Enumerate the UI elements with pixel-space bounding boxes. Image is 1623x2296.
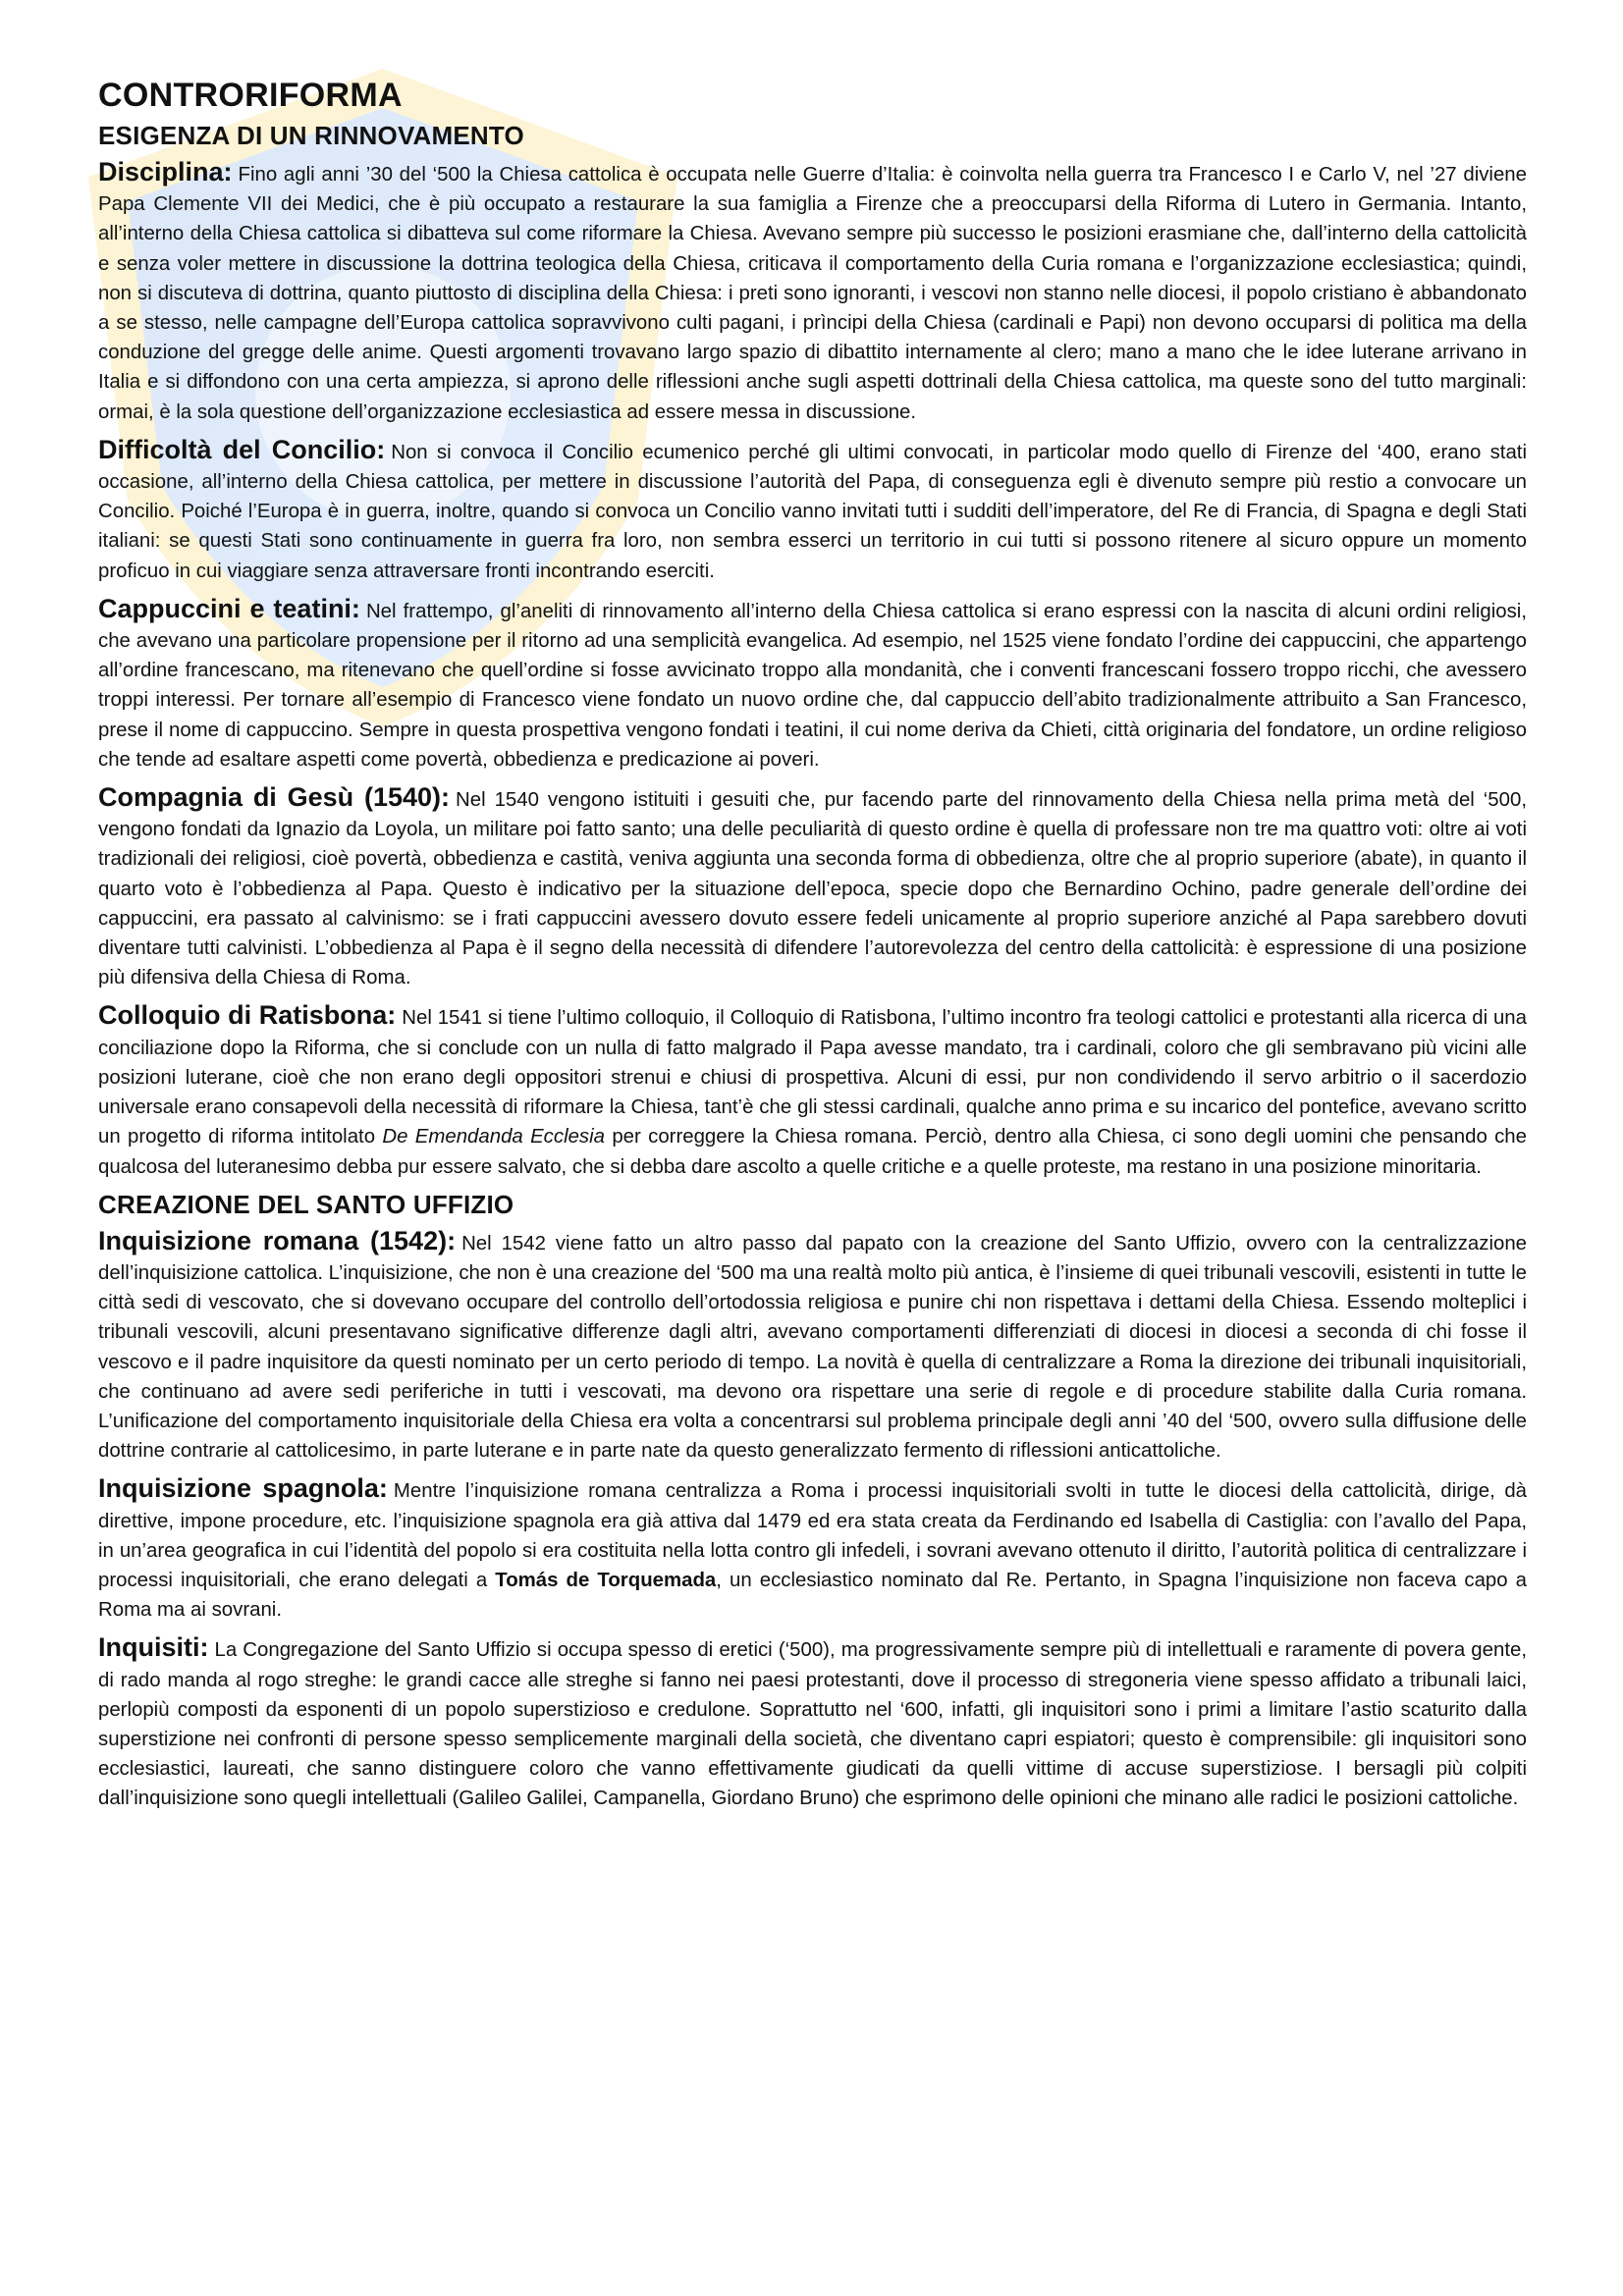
paragraph-label: Colloquio di Ratisbona: — [98, 1000, 397, 1031]
paragraph-label: Compagnia di Gesù (1540): — [98, 782, 450, 813]
person-name: Tomás de Torquemada — [495, 1569, 717, 1591]
paragraph-text: per correggere la Chiesa romana. Perciò, dentro alla Chiesa, ci sono degli uomini che pensando che qualcosa del luteranesimo debba pur essere salvato, che si debba dare ascolto a quelle critiche e a quelle proteste, ma restano in una posizione minoritaria. — [98, 1126, 1527, 1178]
paragraph-colloquio-ratisbona — [98, 1000, 1527, 1181]
paragraph-inquisizione-romana — [98, 1226, 1527, 1467]
paragraph-text: La Congregazione del Santo Uffizio si occupa spesso di eretici (‘500), ma progressivamente sempre più di intellettuali e raramente di povera gente, di rado manda al rogo streghe: le grandi cacce alle streghe si fanno nei paesi protestanti, dove il processo di stregoneria viene spesso affidato a tribunali laici, perlopiù composti da esponenti di un popolo superstizioso e credulone. Soprattutto nel ‘600, infatti, gli inquisitori sono i primi a limitare l’astio scaturito dalla superstizione nei confronti di persone spesso semplicemente marginali della società, che diventano capri espiatori; questo è comprensibile: gli inquisitori sono ecclesiastici, laureati, che sanno distinguere coloro che vanno effettivamente giudicati da quelli vittime di accuse superstiziose. I bersagli più colpiti dall’inquisizione sono quegli intellettuali (Galileo Galilei, Campanella, Giordano Bruno) che esprimono delle opinioni che minano alle radici le posizioni cattoliche. — [98, 1639, 1527, 1810]
section-heading: ESIGENZA DI UN RINNOVAMENTO — [98, 121, 524, 150]
paragraph-difficolta-concilio — [98, 435, 1527, 586]
paragraph-label: Inquisiti: — [98, 1632, 209, 1663]
section-heading: CREAZIONE DEL SANTO UFFIZIO — [98, 1189, 514, 1219]
paragraph-text: Fino agli anni ’30 del ‘500 la Chiesa cattolica è occupata nelle Guerre d’Italia: è coinvolta nella guerra tra Francesco I e Carlo V, nel ’27 diviene Papa Clemente VII dei Medici, che è più occupato a restaurare la sua famiglia a Firenze che a preoccuparsi della Riforma di Lutero in Germania. Intanto, all’interno della Chiesa cattolica si dibatteva sul come riformare la Chiesa. Avevano sempre più successo le posizioni erasmiane che, dall’interno della cattolicità e senza voler mettere in discussione la dottrina teologica della Chiesa, criticava il comportamento della Curia romana e l’organizzazione ecclesiastica; quindi, non si discuteva di dottrina, quanto piuttosto di disciplina della Chiesa: i preti sono ignoranti, i vescovi non stanno nelle diocesi, il popolo cristiano è abbandonato a se stesso, nelle campagne dell’Europa cattolica sopravvivono culti pagani, i prìncipi della Chiesa (cardinali e Papi) non devono occuparsi di politica ma della conduzione del gregge delle anime. Questi argomenti trovavano largo spazio di dibattito internamente al clero; mano a mano che le idee luterane arrivano in Italia e si diffondono con una certa ampiezza, si aprono delle riflessioni anche sugli aspetti dottrinali della Chiesa cattolica, ma queste sono del tutto marginali: ormai, è la sola questione dell’organizzazione ecclesiastica ad essere messa in discussione. — [98, 164, 1527, 423]
paragraph-text: Non si convoca il Concilio ecumenico perché gli ultimi convocati, in particolar modo quello di Firenze del ‘400, erano stati occasione, all’interno della Chiesa cattolica, per mettere in discussione l’autorità del Papa, di conseguenza egli è divenuto sempre più restio a convocare un Concilio. Poiché l’Europa è in guerra, inoltre, quando si convoca un Concilio vanno invitati tutti i sudditi dell’imperatore, del Re di Francia, di Spagna e degli Stati italiani: se questi Stati sono continuamente in guerra fra loro, non sembra esserci un territorio in cui tutti si possono ritenere al sicuro oppure un momento proficuo in cui viaggiare senza attraversare fronti incontrando eserciti. — [98, 441, 1527, 582]
paragraph-label: Difficoltà del Concilio: — [98, 434, 386, 464]
document-page — [98, 77, 1527, 1822]
paragraph-text: Nel 1541 si tiene l’ultimo colloquio, il Colloquio di Ratisbona, l’ultimo incontro fra teologi cattolici e protestanti alla ricerca di una conciliazione dopo la Riforma, che si conclude con un nulla di fatto malgrado il Papa avesse mandato, tra i cardinali, coloro che gli sembravano più vicini alle posizioni luterane, cioè che non erano degli oppositori strenui e chiusi di prospettiva. Alcuni di essi, pur non condividendo il servo arbitrio o il sacerdozio universale erano consapevoli della necessità di riformare la Chiesa, tant’è che gli stessi cardinali, qualche anno prima e su incarico del pontefice, avevano scritto un progetto di riforma intitolato — [98, 1007, 1527, 1148]
paragraph-text: Nel frattempo, gl’aneliti di rinnovamento all’interno della Chiesa cattolica si erano espressi con la nascita di alcuni ordini religiosi, che avevano una particolare propensione per il ritorno ad una semplicità evangelica. Ad esempio, nel 1525 viene fondato l’ordine dei cappuccini, che appartengo all’ordine francescano, ma ritenevano che quell’ordine si fosse avvicinato troppo alla mondanità, che i conventi francescani fossero troppo ricchi, che avessero troppi interessi. Per tornare all’esempio di Francesco viene fondato un nuovo ordine che, dal cappuccio dell’abito tradizionalmente attribuito a San Francesco, prese il nome di cappuccino. Sempre in questa prospettiva vengono fondati i teatini, il cui nome deriva da Chieti, città originaria del fondatore, un ordine religioso che tende ad esaltare aspetti come povertà, obbedienza e predicazione ai poveri. — [98, 600, 1527, 771]
paragraph-label: Inquisizione spagnola: — [98, 1473, 388, 1504]
paragraph-text: Nel 1542 viene fatto un altro passo dal papato con la creazione del Santo Uffizio, ovvero con la centralizzazione dell’inquisizione cattolica. L’inquisizione, che non è una creazione del ‘500 ma una realtà molto più antica, è l’insieme di quei tribunali vescovili, esistenti in tutte le città sedi di vescovato, che si dovevano occupare del controllo dell’ortodossia religiosa e punire chi non rispettava i dettami della Chiesa. Essendo molteplici i tribunali vescovili, alcuni presentavano significative differenze dagli altri, avevano comportamenti differenziati di diocesi in diocesi a seconda di chi fosse il vescovo e il padre inquisitore da questi nominato per un certo periodo di tempo. La novità è quella di centralizzare a Roma la direzione dei tribunali inquisitoriali, che continuano ad avere sedi periferiche in tutti i vescovati, ma devono ora rispettare una serie di regole e di procedure stabilite dalla Curia romana. L’unificazione del comportamento inquisitoriale della Chiesa era volta a concentrarsi sul problema principale degli anni ’40 del ‘500, ovvero sulla diffusione delle dottrine contrarie al cattolicesimo, in parte luterane e in parte nate da questo generalizzato fermento di riflessioni anticattoliche. — [98, 1232, 1528, 1463]
paragraph-label: Cappuccini e teatini: — [98, 593, 360, 623]
paragraph-text: Nel 1540 vengono istituiti i gesuiti che, pur facendo parte del rinnovamento della Chiesa nella prima metà del ‘500, vengono fondati da Ignazio da Loyola, un militare poi fatto santo; una delle peculiarità di questo ordine è quella di professare non tre ma quattro voti: oltre ai voti tradizionali dei religiosi, cioè povertà, obbedienza e castità, veniva aggiunta una seconda forma di obbedienza, oltre che al proprio superiore (abate), in quanto il quarto voto è l’obbedienza al Papa. Questo è indicativo per la situazione dell’epoca, specie dopo che Bernardino Ochino, padre generale dell’ordine dei cappuccini, era passato al calvinismo: se i frati cappuccini avessero dovuto essere fedeli unicamente al proprio superiore anziché al Papa sarebbero dovuti diventare tutti calvinisti. L’obbedienza al Papa è il segno della necessità di difendere l’autorevolezza del centro della cattolicità: è espressione di una posizione più difensiva della Chiesa di Roma. — [98, 789, 1527, 989]
paragraph-label: Disciplina: — [98, 157, 233, 187]
paragraph-label: Inquisizione romana (1542): — [98, 1225, 457, 1255]
paragraph-text: , un ecclesiastico nominato dal Re. Pertanto, in Spagna l’inquisizione non faceva capo a Roma ma ai sovrani. — [98, 1569, 1527, 1622]
paragraph-compagnia-gesu — [98, 782, 1527, 992]
book-title: De Emendanda Ecclesia — [382, 1126, 605, 1148]
paragraph-text: Mentre l’inquisizione romana centralizza a Roma i processi inquisitoriali svolti in tutte le diocesi della cattolicità, dirige, dà direttive, impone procedure, etc. l’inquisizione spagnola era già attiva dal 1479 ed era stata creata da Ferdinando ed Isabella di Castiglia: con l’avallo del Papa, in un’area geografica in cui l’identità del popolo si era costituita nella lotta contro gli infedeli, i sovrani avevano ottenuto il diritto, l’autorità politica di centralizzare i processi inquisitoriali, che erano delegati a — [98, 1480, 1527, 1591]
paragraph-cappuccini-teatini — [98, 594, 1527, 774]
paragraph-disciplina — [98, 157, 1527, 427]
paragraph-inquisizione-spagnola — [98, 1473, 1527, 1625]
document-title: CONTRORIFORMA — [98, 77, 403, 114]
paragraph-inquisiti — [98, 1632, 1527, 1813]
